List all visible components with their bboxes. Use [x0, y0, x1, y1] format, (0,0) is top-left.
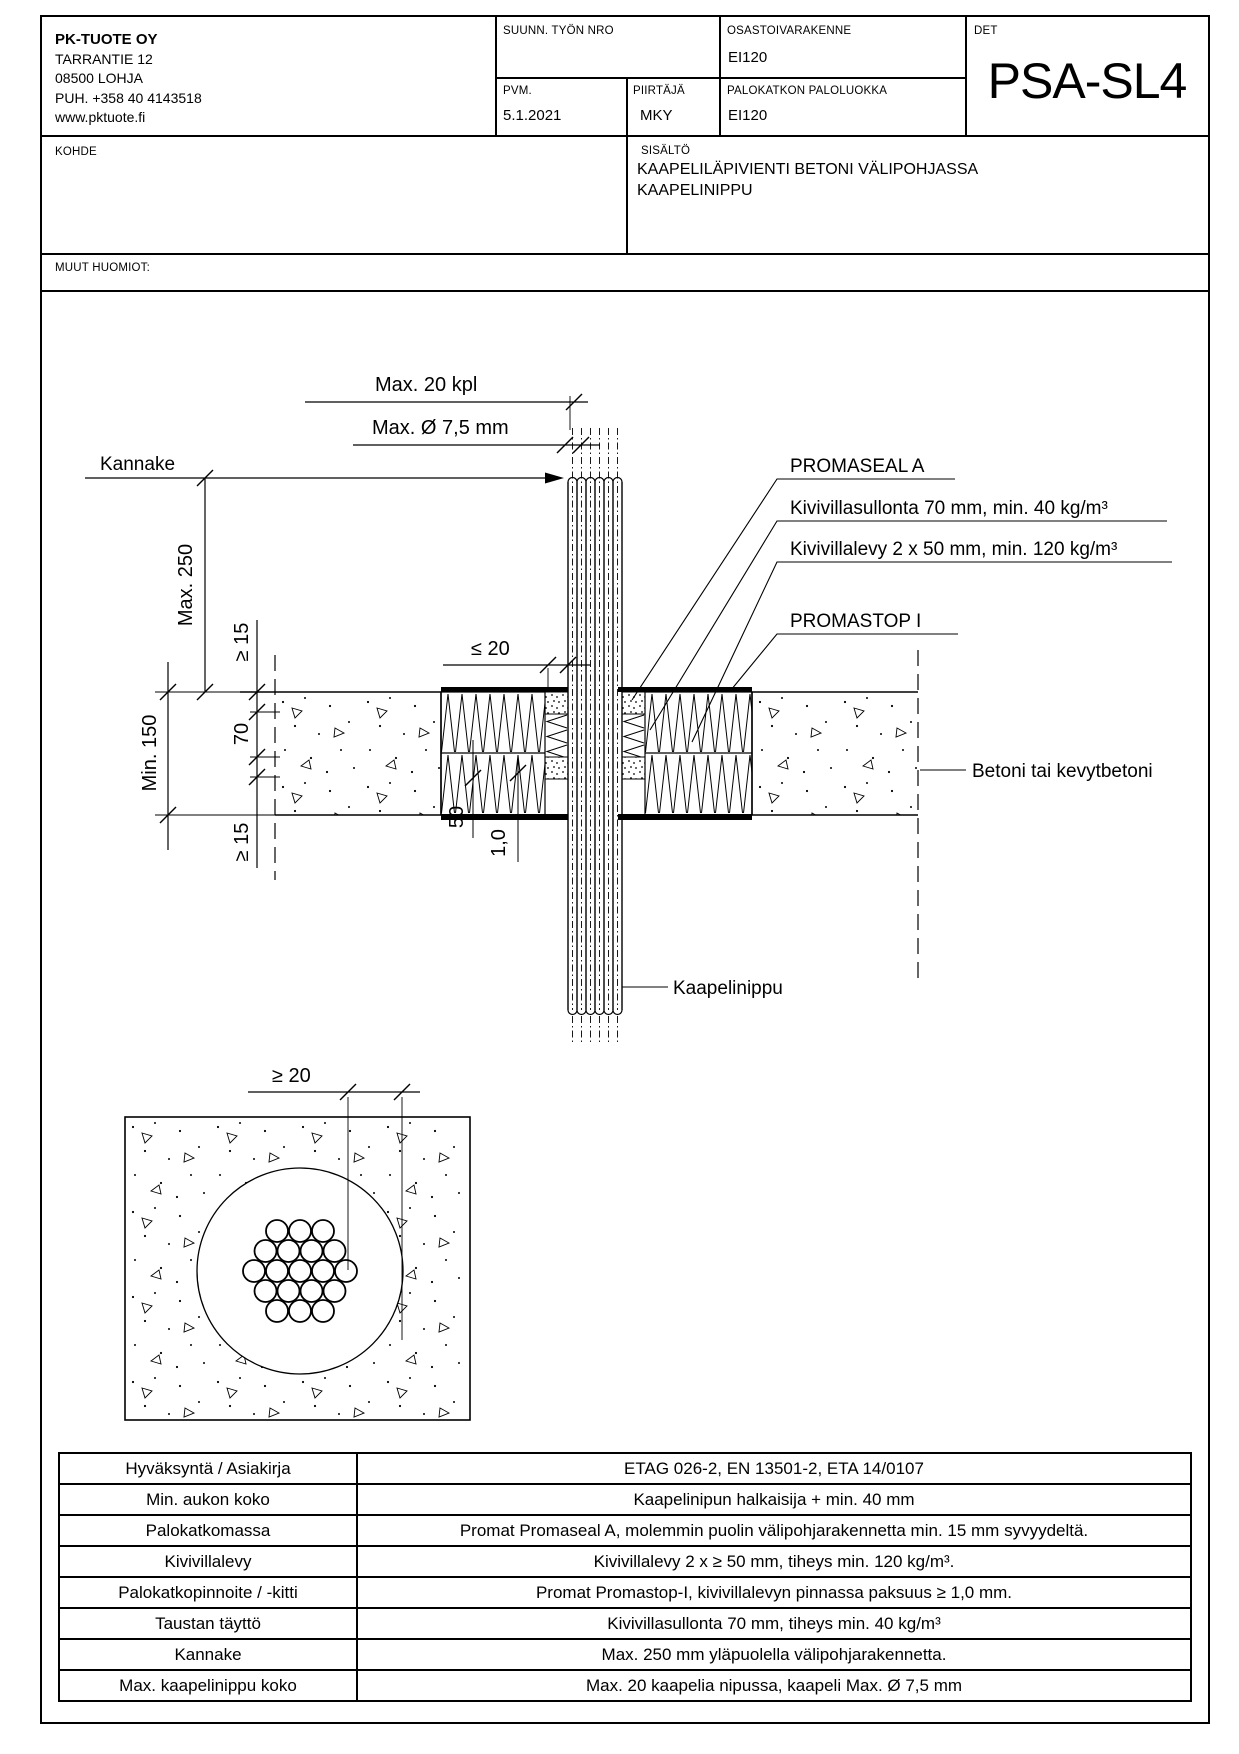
sisalto-line1: KAAPELILÄPIVIENTI BETONI VÄLIPOHJASSA [637, 161, 979, 178]
label-promaseal [632, 456, 955, 700]
spec-row-value: Kivivillasullonta 70 mm, tiheys min. 40 kg/m³ [357, 1608, 1191, 1639]
label-promastop [731, 611, 958, 690]
osasto-value: EI120 [728, 49, 768, 66]
geq-15-bottom-label: ≥ 15 [231, 822, 253, 862]
max-kpl-label: Max. 20 kpl [375, 374, 478, 396]
spec-row-value: Kaapelinipun halkaisija + min. 40 mm [357, 1484, 1191, 1515]
divider [40, 135, 1210, 137]
piirtaja-label: PIIRTÄJÄ [633, 85, 685, 97]
divider [626, 77, 628, 255]
min-150-label: Min. 150 [139, 714, 161, 792]
company-phone: PUH. +358 40 4143518 [55, 89, 202, 106]
spec-row-label: Palokatkomassa [59, 1515, 357, 1546]
dim-max-250 [175, 478, 213, 700]
table-row [59, 1639, 1191, 1670]
dim-50-label: 50 [446, 805, 468, 829]
piirtaja-value: MKY [640, 107, 673, 124]
kaapelinippu-label: Kaapelinippu [673, 978, 783, 999]
concrete-slab-left [240, 655, 441, 880]
sealant-and-stuffing-right [622, 692, 645, 779]
spec-row-label: Max. kaapelinippu koko [59, 1670, 357, 1701]
geq-15-top-label: ≥ 15 [231, 622, 253, 662]
det-value: PSA-SL4 [987, 53, 1187, 109]
promaseal-label: PROMASEAL A [790, 456, 925, 477]
spec-row-label: Kannake [59, 1639, 357, 1670]
spec-row-label: Taustan täyttö [59, 1608, 357, 1639]
divider [495, 77, 967, 79]
concrete-slab-right [752, 650, 918, 980]
spec-row-value: Max. 20 kaapelia nipussa, kaapeli Max. Ø 7,5 mm [357, 1670, 1191, 1701]
dim-seal-depths [231, 620, 280, 868]
divider [965, 15, 967, 137]
company-website: www.pktuote.fi [55, 109, 146, 125]
kivivillalevy-label: Kivivillalevy 2 x 50 mm, min. 120 kg/m³ [790, 539, 1118, 560]
spec-row-label: Kivivillalevy [59, 1546, 357, 1577]
table-row [59, 1515, 1191, 1546]
dim-70-label: 70 [231, 722, 253, 746]
label-betoni [920, 761, 1153, 782]
divider [495, 15, 497, 137]
table-row [59, 1670, 1191, 1701]
mineral-wool-board-left [441, 692, 545, 815]
cable-bundle [568, 428, 622, 1042]
company-address-1: TARRANTIE 12 [55, 50, 153, 67]
spec-row-label: Palokatkopinnoite / -kitti [59, 1577, 357, 1608]
dim-max-diameter [353, 417, 600, 453]
table-row [59, 1453, 1191, 1484]
betoni-label: Betoni tai kevytbetoni [972, 761, 1153, 782]
kannake-label: Kannake [100, 454, 176, 475]
spec-row-value: Kivivillalevy 2 x ≥ 50 mm, tiheys min. 120 kg/m³. [357, 1546, 1191, 1577]
pvm-value: 5.1.2021 [503, 107, 562, 124]
promastop-label: PROMASTOP I [790, 611, 922, 632]
pvm-label: PVM. [503, 85, 532, 97]
divider [719, 15, 721, 137]
spec-table [58, 1452, 1192, 1702]
geq-20-label: ≥ 20 [272, 1065, 311, 1087]
paloluokka-label: PALOKATKON PALOLUOKKA [727, 85, 888, 97]
spec-row-label: Min. aukon koko [59, 1484, 357, 1515]
leq-20-label: ≤ 20 [471, 638, 510, 660]
table-row [59, 1608, 1191, 1639]
table-row [59, 1484, 1191, 1515]
divider [40, 253, 1210, 255]
sisalto-line2: KAAPELINIPPU [637, 182, 753, 199]
kohde-label: KOHDE [55, 146, 97, 158]
table-row [59, 1546, 1191, 1577]
table-row [59, 1577, 1191, 1608]
dim-1-0-label: 1,0 [488, 829, 510, 857]
sisalto-label: SISÄLTÖ [641, 145, 691, 157]
company-name: PK-TUOTE OY [55, 31, 158, 48]
company-block [55, 30, 202, 128]
spec-row-value: Promat Promastop-I, kivivillalevyn pinnassa paksuus ≥ 1,0 mm. [357, 1577, 1191, 1608]
dim-min-150 [139, 662, 290, 850]
paloluokka-value: EI120 [728, 107, 768, 124]
muut-huomiot-label: MUUT HUOMIOT: [55, 262, 151, 274]
spec-row-value: Promat Promaseal A, molemmin puolin välipohjarakennetta min. 15 mm syvyydeltä. [357, 1515, 1191, 1546]
spec-row-value: Max. 250 mm yläpuolella välipohjarakennetta. [357, 1639, 1191, 1670]
osasto-label: OSASTOIVARAKENNE [727, 25, 852, 37]
company-address-2: 08500 LOHJA [55, 70, 143, 86]
suunn-label: SUUNN. TYÖN NRO [503, 25, 614, 37]
mineral-wool-board-right [645, 692, 752, 815]
kivivillasullonta-label: Kivivillasullonta 70 mm, min. 40 kg/m³ [790, 498, 1108, 519]
sealant-and-stuffing-left [545, 692, 568, 779]
max-diameter-label: Max. Ø 7,5 mm [372, 417, 509, 439]
plan-view [125, 1065, 470, 1420]
label-kaapelinippu [622, 978, 783, 999]
spec-row-value: ETAG 026-2, EN 13501-2, ETA 14/0107 [357, 1453, 1191, 1484]
max-250-label: Max. 250 [175, 543, 197, 627]
kannake-leader [85, 454, 564, 486]
det-label: DET [974, 25, 998, 37]
spec-row-label: Hyväksyntä / Asiakirja [59, 1453, 357, 1484]
